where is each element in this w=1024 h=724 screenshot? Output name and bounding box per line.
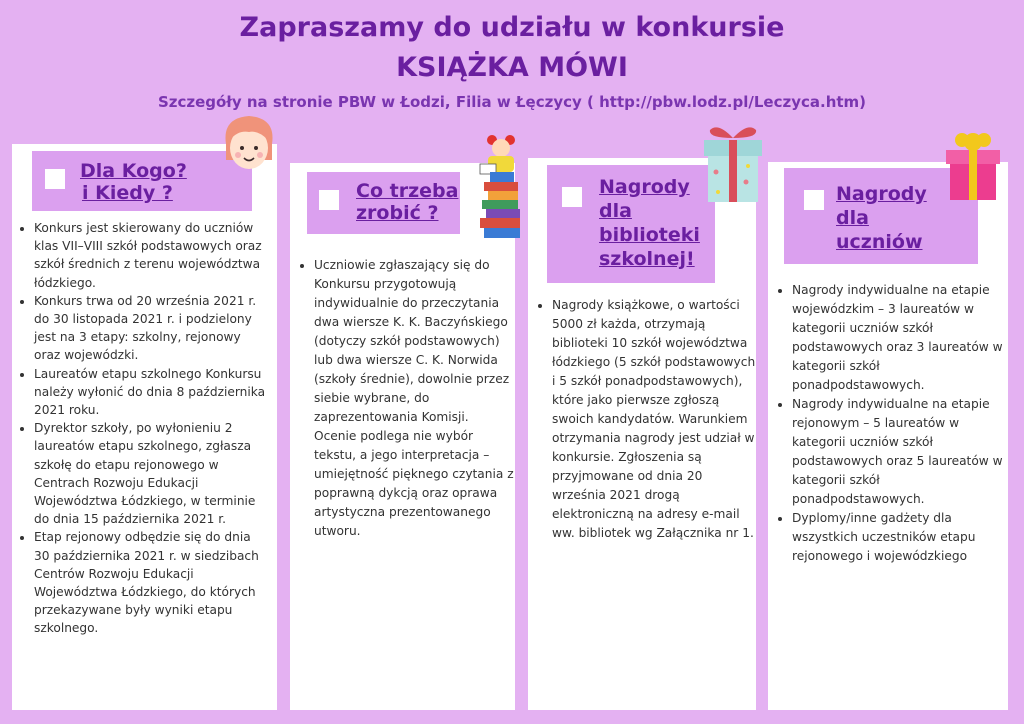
heading-line: biblioteki: [599, 224, 700, 246]
list-item: • Dyrektor szkoły, po wyłonieniu 2 laureatów etapu szkolnego, zgłasza szkołę do etapu rejonowego w Centrach Rozwoju Edukacji Województwa Łódzkiego, w terminie do dnia 15 października 2021 r.: [34, 419, 270, 528]
card-heading: [356, 180, 466, 224]
heading-line: dla: [836, 207, 869, 229]
heading-line: i Kiedy ?: [82, 182, 173, 204]
list-item: • Laureatów etapu szkolnego Konkursu należy wyłonić do dnia 8 października 2021 roku.: [34, 365, 270, 420]
heading-line: uczniów: [836, 231, 923, 253]
card-list: [538, 296, 757, 543]
heading-line: Co trzeba: [356, 180, 459, 202]
card-list: [300, 256, 514, 541]
list-item: • Nagrody indywidualne na etapie rejonowym – 5 laureatów w kategorii uczniów szkół podstawowych oraz 5 laureatów w kategorii szkół ponadpodstawowych.: [792, 395, 1004, 509]
list-item: • Konkurs jest skierowany do uczniów klas VII–VIII szkół podstawowych oraz szkół średnich z terenu województwa łódzkiego.: [34, 219, 270, 292]
card-heading-box: [307, 172, 460, 234]
list-item: • Uczniowie zgłaszający się do Konkursu przygotowują indywidualnie do przeczytania dwa wiersze K. K. Baczyńskiego (dotyczy szkół podstawowych) lub dwa wiersze C. K. Norwida (szkoły średnie), dowolnie przez siebie wybrane, do zaprezentowania Komisji. Ocenie podlega nie wybór tekstu, a jego interpretacja – umiejętność pięknego czytania z poprawną dykcją oraz oprawa artystyczna prezentowanego utworu.: [314, 256, 514, 541]
checkbox-icon: [804, 190, 824, 210]
heading-line: zrobić ?: [356, 202, 439, 224]
heading-line: Nagrody: [599, 176, 690, 198]
gift-box-blue-icon: [696, 120, 770, 206]
card-student-prizes: [768, 162, 1008, 710]
page-title-line-2: KSIĄŻKA MÓWI: [396, 52, 628, 83]
heading-line: Dla Kogo?: [80, 160, 187, 182]
checkbox-icon: [562, 187, 582, 207]
card-list: [20, 219, 270, 638]
checkbox-icon: [45, 169, 65, 189]
page-title-line-1: Zapraszamy do udziału w konkursie: [239, 12, 785, 43]
list-item: • Nagrody indywidualne na etapie wojewódzkim – 3 laureatów w kategorii uczniów szkół podstawowych oraz 3 laureatów w kategorii szkół ponadpodstawowych.: [792, 281, 1004, 395]
heading-line: dla: [599, 200, 632, 222]
card-for-whom: [12, 144, 277, 710]
card-what-to-do: [290, 163, 515, 710]
girl-face-icon: [218, 110, 280, 176]
card-heading-box: [547, 165, 715, 283]
list-item: • Dyplomy/inne gadżety dla wszystkich uczestników etapu rejonowego i wojewódzkiego: [792, 509, 1004, 566]
checkbox-icon: [319, 190, 339, 210]
list-item: • Nagrody książkowe, o wartości 5000 zł każda, otrzymają biblioteki 10 szkół województwa łódzkiego (5 szkół podstawowych i 5 szkół ponadpodstawowych), które jako pierwsze zgłoszą swoich kandydatów. Warunkiem otrzymania nagrody jest udział w konkursie. Zgłoszenia są przyjmowane od dnia 20 września 2021 drogą elektroniczną na adresy e-mail ww. bibliotek wg Załącznika nr 1.: [552, 296, 757, 543]
heading-line: Nagrody: [836, 183, 927, 205]
card-list: [778, 281, 1004, 566]
heading-line: szkolnej!: [599, 248, 695, 270]
card-heading: [599, 175, 709, 271]
card-library-prizes: [528, 158, 756, 710]
list-item: • Etap rejonowy odbędzie się do dnia 30 października 2021 r. w siedzibach Centrów Rozwoju Edukacji Województwa Łódzkiego, do których przekazywane były wyniki etapu szkolnego.: [34, 528, 270, 637]
gift-box-pink-icon: [940, 128, 1006, 204]
list-item: • Konkurs trwa od 20 września 2021 r. do 30 listopada 2021 r. i podzielony jest na 3 etapy: szkolny, rejonowy oraz wojewódzki.: [34, 292, 270, 365]
details-link-text[interactable]: Szczegóły na stronie PBW w Łodzi, Filia w Łęczycy ( http://pbw.lodz.pl/Leczyca.htm): [157, 93, 867, 111]
reading-girl-books-icon: [470, 130, 528, 242]
